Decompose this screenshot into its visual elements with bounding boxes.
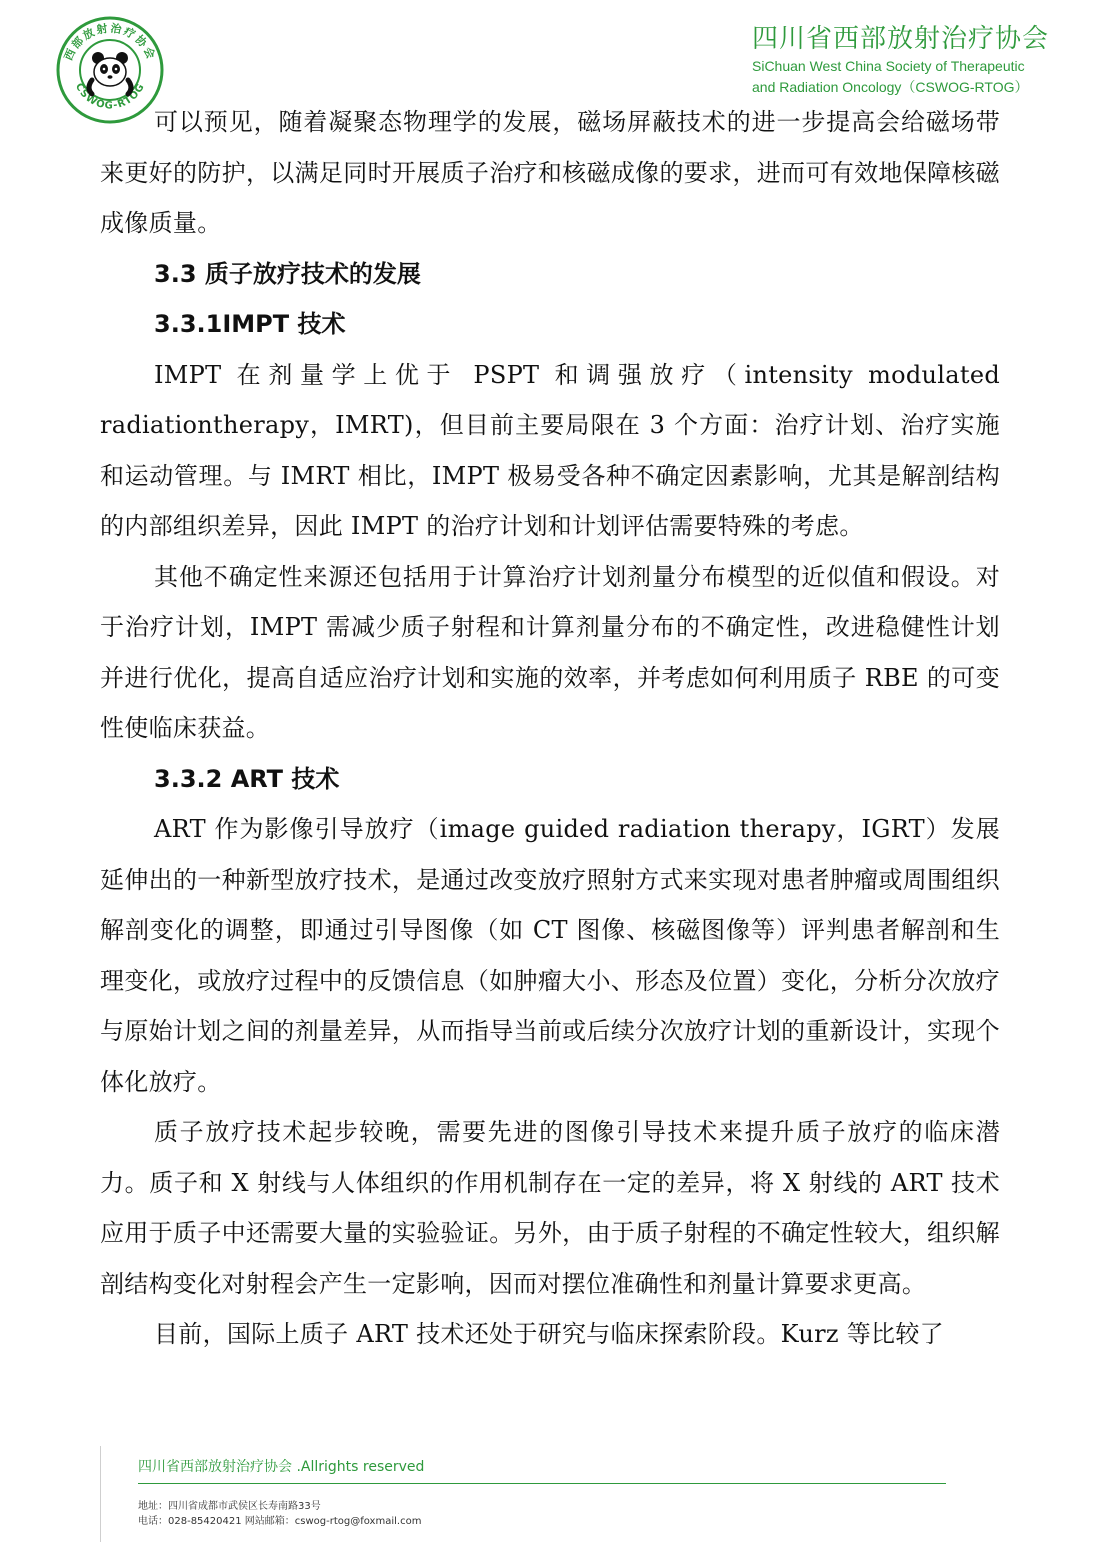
svg-text:西部放射治疗协会: [61, 21, 159, 63]
footer-address: 地址：四川省成都市武侯区长寿南路33号: [138, 1501, 321, 1512]
footer-divider-vertical: [100, 1446, 101, 1542]
footer-org: 四川省西部放射治疗协会 .Allrights reserved: [138, 1459, 425, 1475]
section-heading-3-3-1: 3.3.1IMPT 技术: [154, 310, 346, 338]
paragraph-impt-intro: IMPT 在剂量学上优于 PSPT 和调强放疗（intensity modulated radiationtherapy，IMRT)，但目前主要局限在 3 个方面：治疗计划、治疗实施和运动管理。与 IMRT 相比，IMPT 极易受各种不确定因素影响，尤其是解剖结构的内部组织差异，因此 IMPT 的治疗计划和计划评估需要特殊的考虑。: [100, 360, 1000, 540]
org-name-en-line2: and Radiation Oncology（CSWOG-RTOG）: [752, 79, 1029, 95]
footer-contact: 电话：028-85420421 网站邮箱：cswog-rtog@foxmail.com: [138, 1516, 422, 1527]
document-body: [100, 97, 1000, 1360]
org-name-en-line1: SiChuan West China Society of Therapeutic: [752, 58, 1025, 74]
org-name-cn: 四川省西部放射治疗协会: [752, 24, 1050, 54]
paragraph-current-status: 目前，国际上质子 ART 技术还处于研究与临床探索阶段。Kurz 等比较了: [154, 1320, 944, 1348]
paragraph-art-intro: ART 作为影像引导放疗（image guided radiation therapy，IGRT）发展延伸出的一种新型放疗技术，是通过改变放疗照射方式来实现对患者肿瘤或周围组织解剖变化的调整，即通过引导图像（如 CT 图像、核磁图像等）评判患者解剖和生理变化，或放疗过程中的反馈信息（如肿瘤大小、形态及位置）变化，分析分次放疗与原始计划之间的剂量差异，从而指导当前或后续分次放疗计划的重新设计，实现个体化放疗。: [100, 815, 1000, 1096]
logo-ring-text: 西部放射治疗协会: [61, 21, 159, 63]
section-heading-3-3: 3.3 质子放疗技术的发展: [154, 259, 421, 288]
footer-divider: [138, 1483, 946, 1484]
section-heading-3-3-2: 3.3.2 ART 技术: [154, 764, 340, 793]
paragraph-proton-art: 质子放疗技术起步较晚，需要先进的图像引导技术来提升质子放疗的临床潜力。质子和 X 射线与人体组织的作用机制存在一定的差异，将 X 射线的 ART 技术应用于质子中还需要大量的实验验证。另外，由于质子射程的不确定性较大，组织解剖结构变化对射程会产生一定影响，因而对摆位准确性和剂量计算要求更高。: [100, 1118, 1000, 1298]
paragraph-impt-uncertainty: 其他不确定性来源还包括用于计算治疗计划剂量分布模型的近似值和假设。对于治疗计划，IMPT 需减少质子射程和计算剂量分布的不确定性，改进稳健性计划并进行优化，提高自适应治疗计划和实施的效率，并考虑如何利用质子 RBE 的可变性使临床获益。: [100, 562, 1000, 742]
logo-bottom-text: CSWOG-RTOG: [72, 81, 148, 112]
paragraph-magnetic-shielding: 可以预见，随着凝聚态物理学的发展，磁场屏蔽技术的进一步提高会给磁场带来更好的防护，以满足同时开展质子治疗和核磁成像的要求，进而可有效地保障核磁成像质量。: [100, 108, 1000, 237]
header-org-block: [752, 22, 1050, 98]
panda-icon: [89, 52, 131, 94]
